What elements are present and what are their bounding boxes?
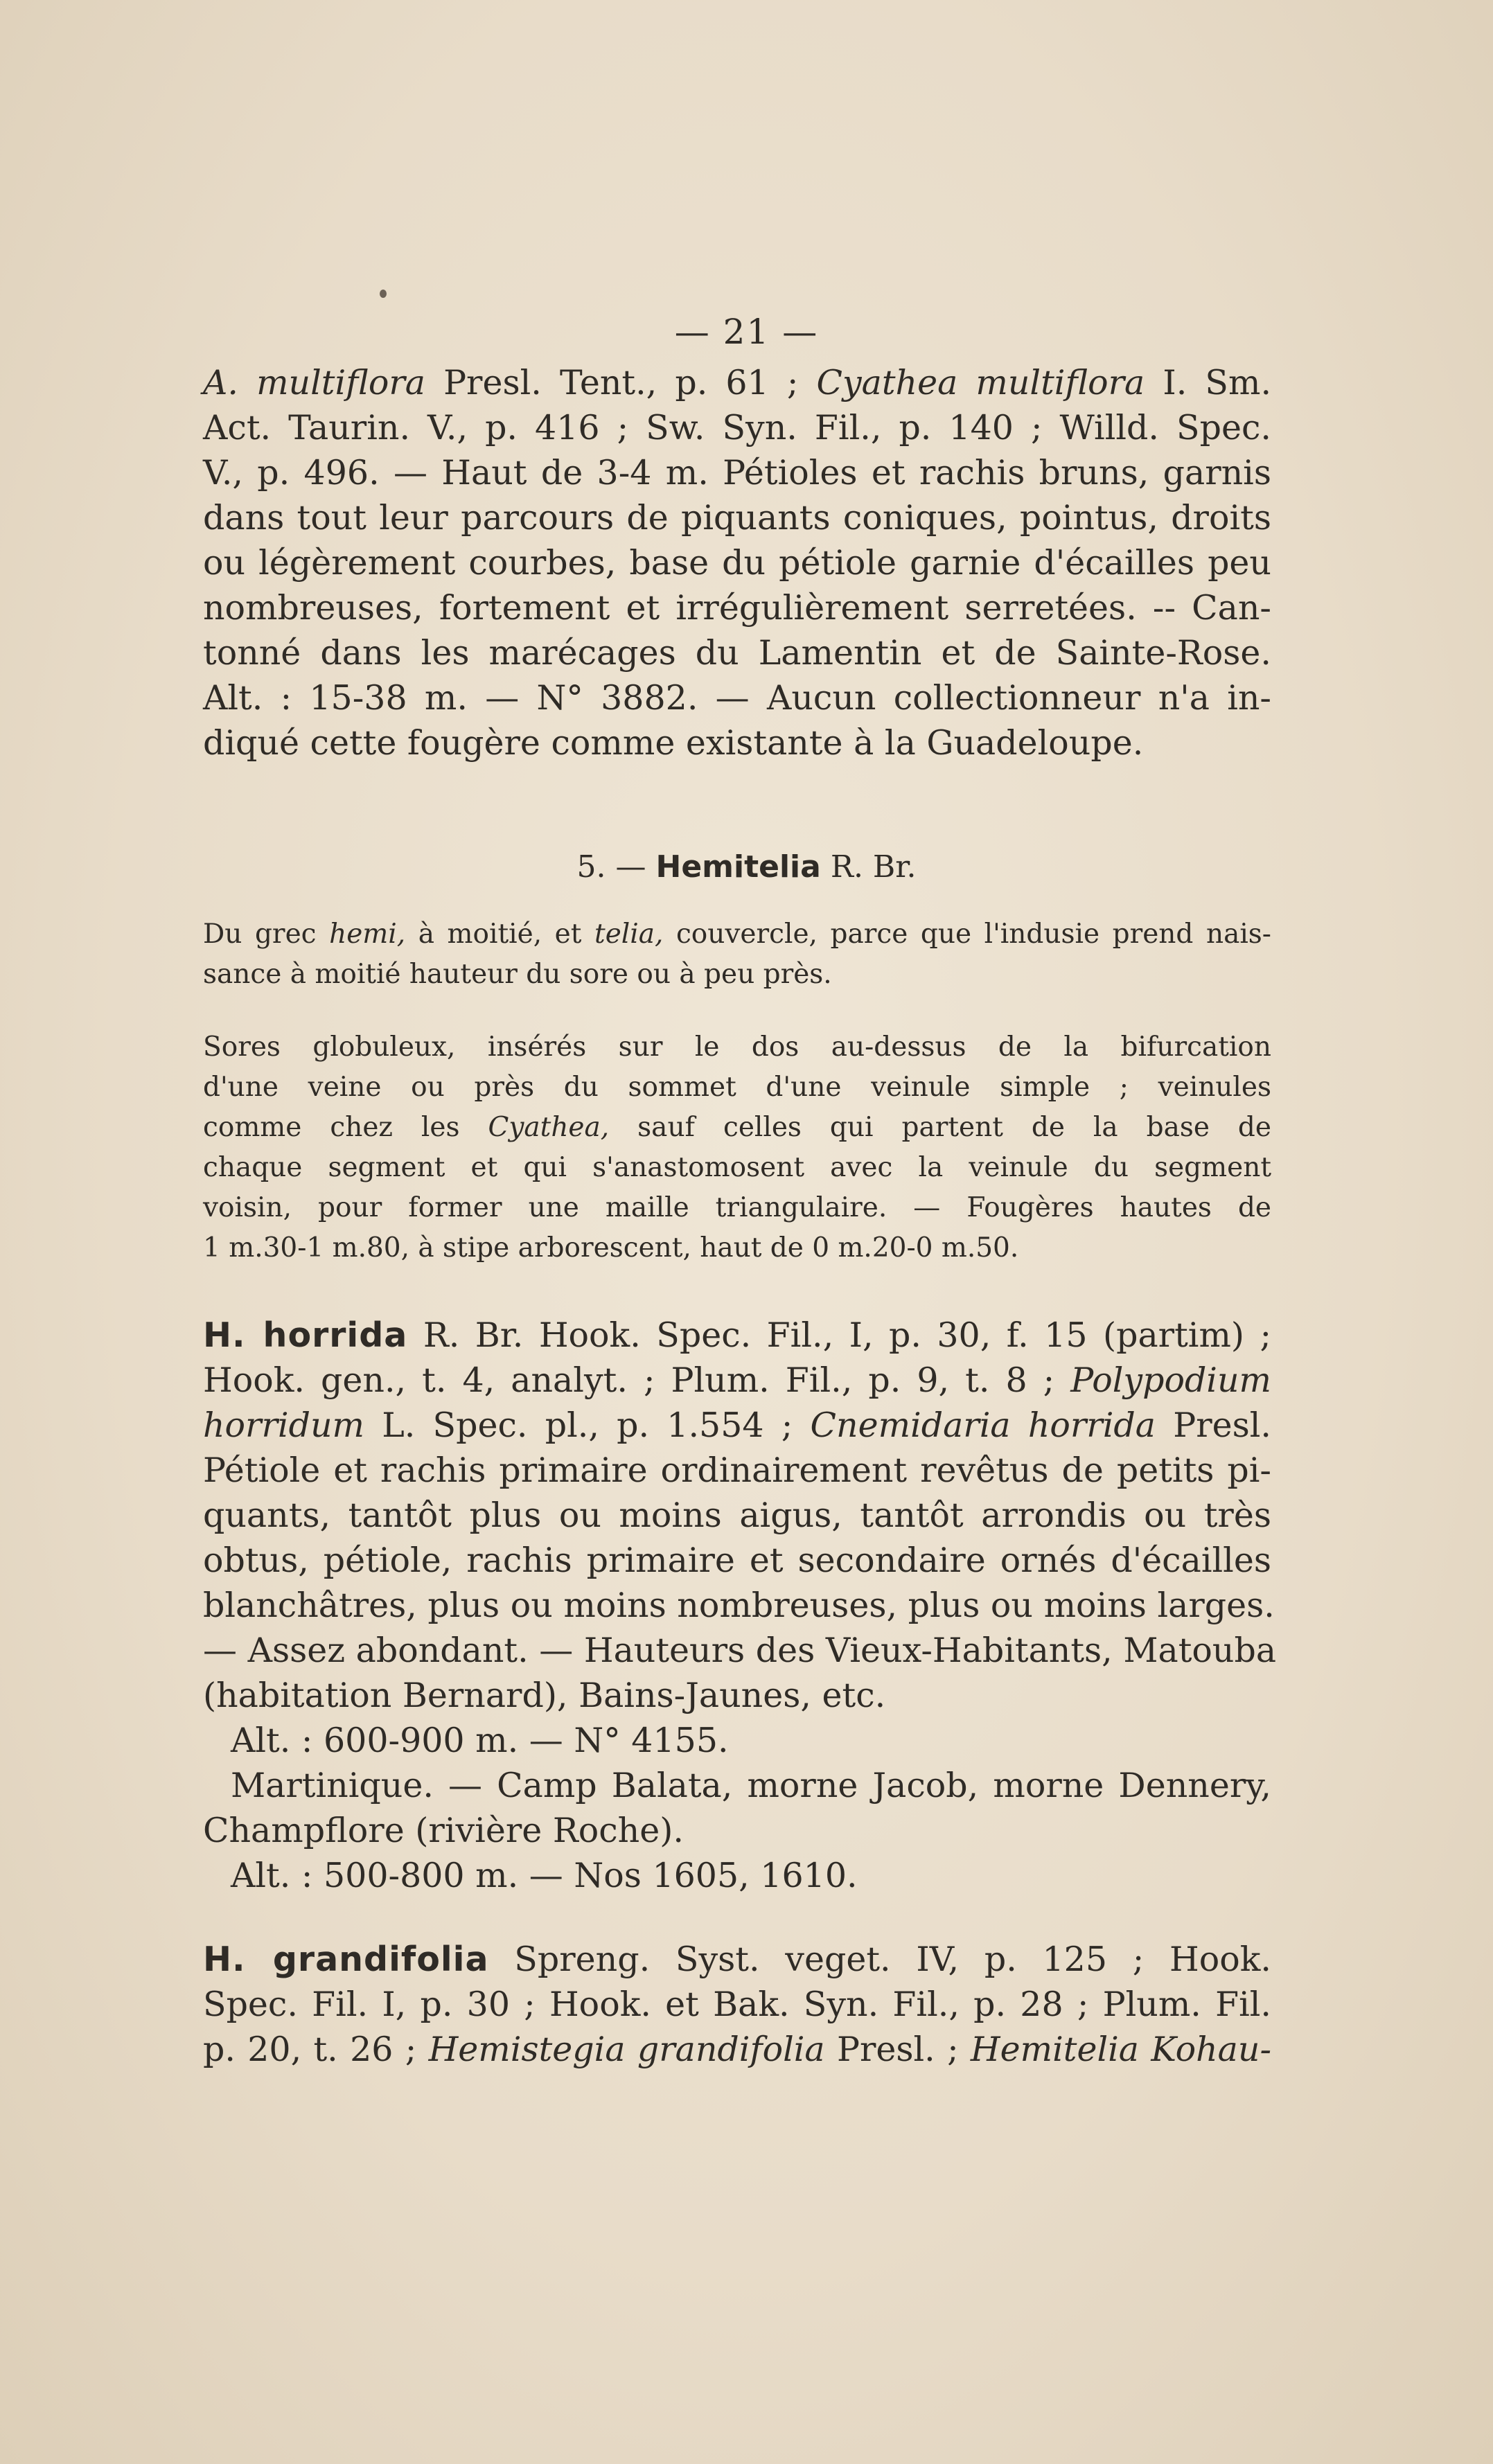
text-line: Pétiole et rachis primaire ordinairement revêtus de petits pi- xyxy=(203,1451,1271,1490)
entry-grandifolia xyxy=(203,1937,1271,2072)
ink-speck xyxy=(380,290,387,298)
text-line: Martinique. — Camp Balata, morne Jacob, morne Dennery, xyxy=(231,1766,1271,1805)
text-line: Alt. : 500-800 m. — Nos 1605, 1610. xyxy=(231,1856,858,1895)
text-line: H. grandifolia Spreng. Syst. veget. IV, p. 125 ; Hook. xyxy=(203,1940,1272,1979)
genus-description xyxy=(203,1027,1271,1268)
text-line: H. horrida R. Br. Hook. Spec. Fil., I, p. 30, f. 15 (partim) ; xyxy=(203,1315,1271,1355)
text-line: nombreuses, fortement et irrégulièrement serretées. -- Can- xyxy=(203,588,1271,628)
text-line: obtus, pétiole, rachis primaire et secondaire ornés d'écailles xyxy=(203,1541,1271,1580)
text-line: chaque segment et qui s'anastomosent avec la veinule du segment xyxy=(203,1152,1271,1183)
text-line: ou légèrement courbes, base du pétiole garnie d'écailles peu xyxy=(203,543,1271,583)
text-line: blanchâtres, plus ou moins nombreuses, plus ou moins larges. xyxy=(203,1586,1275,1625)
text-line: tonné dans les marécages du Lamentin et de Sainte-Rose. xyxy=(203,633,1271,673)
text-line: Alt. : 15-38 m. — N° 3882. — Aucun collectionneur n'a in- xyxy=(203,678,1271,718)
text-line: — Assez abondant. — Hauteurs des Vieux-Habitants, Matouba xyxy=(203,1631,1277,1670)
species-name: H. horrida xyxy=(203,1315,408,1355)
text-line: Sores globuleux, insérés sur le dos au-dessus de la bifurcation xyxy=(203,1031,1271,1063)
text-line: (habitation Bernard), Bains-Jaunes, etc. xyxy=(203,1676,886,1715)
text-line: p. 20, t. 26 ; Hemistegia grandifolia Presl. ; Hemitelia Kohau- xyxy=(203,2030,1272,2069)
text-line: d'une veine ou près du sommet d'une veinule simple ; veinules xyxy=(203,1072,1271,1103)
text-line: Champflore (rivière Roche). xyxy=(203,1811,684,1850)
etymology-note xyxy=(203,914,1271,995)
text-line: comme chez les Cyathea, sauf celles qui partent de la base de xyxy=(203,1112,1271,1143)
text-line: Spec. Fil. I, p. 30 ; Hook. et Bak. Syn. Fil., p. 28 ; Plum. Fil. xyxy=(203,1985,1271,2024)
text-line: Alt. : 600-900 m. — N° 4155. xyxy=(231,1721,729,1760)
section-heading: 5. — Hemitelia R. Br. xyxy=(576,849,917,885)
entry-multiflora xyxy=(203,360,1271,765)
genus-name: Hemitelia xyxy=(655,849,821,885)
text-line: A. multiflora Presl. Tent., p. 61 ; Cyathea multiflora I. Sm. xyxy=(203,363,1272,402)
text-line: Du grec hemi, à moitié, et telia, couvercle, parce que l'indusie prend nais- xyxy=(203,919,1271,950)
page-number: — 21 — xyxy=(674,312,819,352)
text-line: dans tout leur parcours de piquants coniques, pointus, droits xyxy=(203,498,1271,538)
text-line: 1 m.30-1 m.80, à stipe arborescent, haut de 0 m.20-0 m.50. xyxy=(203,1232,1019,1264)
species-name: H. grandifolia xyxy=(203,1940,489,1979)
text-line: Act. Taurin. V., p. 416 ; Sw. Syn. Fil., p. 140 ; Willd. Spec. xyxy=(203,408,1271,447)
text-line: V., p. 496. — Haut de 3-4 m. Pétioles et rachis bruns, garnis xyxy=(203,453,1271,493)
entry-horrida xyxy=(203,1313,1277,1898)
text-line: sance à moitié hauteur du sore ou à peu près. xyxy=(203,959,832,990)
text-line: horridum L. Spec. pl., p. 1.554 ; Cnemidaria horrida Presl. xyxy=(203,1406,1272,1445)
text-line: diqué cette fougère comme existante à la Guadeloupe. xyxy=(203,723,1144,763)
text-line: Hook. gen., t. 4, analyt. ; Plum. Fil., p. 9, t. 8 ; Polypodium xyxy=(203,1360,1271,1400)
text-line: quants, tantôt plus ou moins aigus, tantôt arrondis ou très xyxy=(203,1496,1271,1535)
text-line: voisin, pour former une maille triangulaire. — Fougères hautes de xyxy=(203,1192,1271,1223)
